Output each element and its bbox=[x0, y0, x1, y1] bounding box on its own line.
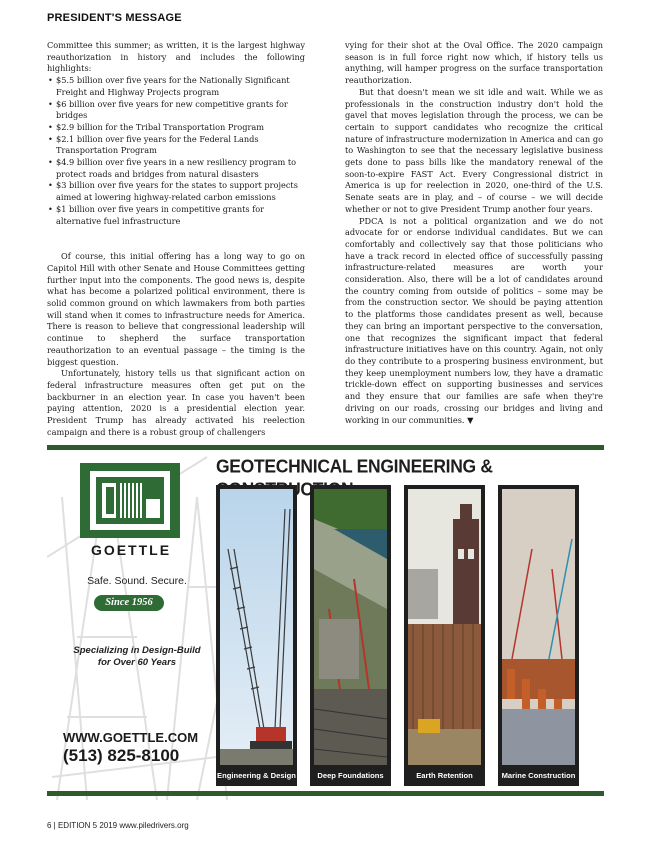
ad-headline: GEOTECHNICAL ENGINEERING & bbox=[216, 455, 493, 477]
specializing-text bbox=[57, 645, 217, 669]
paragraph: Of course, this initial offering has a long way to go on Capitol Hill with other Senate and House Committees getting further input into the components. The good news is, despite what has become a polarized political environment, there is solid common ground on which lawmakers from both parties will stand when it comes to infrastructure needs for America. There is reason to believe that congressional leadership will continue to shepherd the surface transportation reauthorization to an eventual passage – the timing is the biggest question. bbox=[47, 251, 305, 367]
website-text: WWW.GOETTLE.COM bbox=[63, 730, 199, 745]
since-badge: Since 1956 bbox=[94, 595, 164, 611]
goettle-logo bbox=[80, 463, 180, 538]
foundation-photo bbox=[314, 489, 387, 765]
paragraph: Unfortunately, history tells us that significant action on federal infrastructure measures often get put on the backburner in an election year. In case you haven't been paying attention, 2020 is a presidential election year. President Trump has already activated his reelection campaign and there is a robust group of challengers bbox=[47, 368, 305, 437]
ad-bottom-rule bbox=[47, 791, 604, 796]
section-title: PRESIDENT'S MESSAGE bbox=[47, 12, 182, 24]
list-item: • $4.9 billion over five years in a new resiliency program to protect roads and bridges from natural disasters bbox=[56, 157, 305, 180]
list-item: • $6 billion over five years for new competitive grants for bridges bbox=[56, 99, 305, 122]
panel-deep-foundations bbox=[310, 485, 391, 786]
phone-text: (513) 825-8100 bbox=[63, 746, 180, 765]
right-column bbox=[345, 40, 603, 426]
list-item: • $2.1 billion over five years for the Federal Lands Transportation Program bbox=[56, 134, 305, 157]
retention-photo bbox=[408, 489, 481, 765]
paragraph: PDCA is not a political organization and we do not advocate for or endorse individual candidates. But we can comfortably and collectively say that those politicians who have a track record in elected office of successfully passing infrastructure-related measures are worth your consideration. Also, there will be a lot of candidates around the country coming from outside of politics – some may be from the construction sector. We should be paying attention to the platforms those candidates present as well, because they can bring an important perspective to the conversation, one that recognizes the significant impact that federal infrastructure initiatives have on this country. Again, not only do they contribute to a prospering business environment, but they keep unemployment numbers low, they have a dramatic trickle-down effect on supporting businesses and services and they ensure that our families are safe when they're driving on our roads, crossing our bridges and living and working in our communities. ▼ bbox=[345, 215, 603, 425]
panel-engineering-design bbox=[216, 485, 297, 786]
left-column bbox=[47, 40, 305, 439]
goettle-advertisement bbox=[47, 437, 604, 800]
specializing-line: Specializing in Design-Build bbox=[73, 645, 201, 656]
panel-caption: Deep Foundations bbox=[317, 771, 384, 780]
panel-caption: Earth Retention bbox=[416, 771, 473, 780]
list-item: • $5.5 billion over five years for the Nationally Significant Freight and Highway Projects program bbox=[56, 75, 305, 98]
panel-earth-retention bbox=[404, 485, 485, 786]
panel-marine-construction bbox=[498, 485, 579, 786]
logo-wordmark: GOETTLE bbox=[90, 542, 172, 558]
page-footer: 6 | EDITION 5 2019 www.piledrivers.org bbox=[47, 821, 189, 830]
marine-photo bbox=[502, 489, 575, 765]
tagline: Safe. Sound. Secure. bbox=[87, 575, 187, 587]
paragraph: vying for their shot at the Oval Office. The 2020 campaign season is in full force right now which, if history tells us anything, will hamper progress on the surface transportation reauthorization. bbox=[345, 40, 603, 86]
paragraph: But that doesn't mean we sit idle and wait. While we as professionals in the construction industry don't hold the gavel that moves legislation through the process, we can be certain to support candidates who recognize the critical nature of infrastructure modernization in America and can go to Washington to see that the necessary legislative business gets done to pass bills like the mandatory renewal of the soon-to-expire FAST Act. Every Congressional district in America is up for reelection in 2020, one-third of the U.S. Senate seats are in play, and – of course – we will decide whether or not to give President Trump another four years. bbox=[345, 86, 603, 214]
panel-caption: Engineering & Design bbox=[217, 771, 296, 780]
list-item: • $1 billion over five years in competitive grants for alternative fuel infrastructure bbox=[56, 204, 305, 227]
highlights-list bbox=[47, 75, 305, 227]
list-item: • $3 billion over five years for the states to support projects aimed at lowering highway-related carbon emissions bbox=[56, 180, 305, 203]
goettle-g-logo-icon bbox=[80, 463, 180, 538]
paragraph: Committee this summer; as written, it is the largest highway reauthorization in history and includes the following highlights: bbox=[47, 40, 305, 74]
panel-caption: Marine Construction bbox=[501, 771, 576, 780]
crane-photo bbox=[220, 489, 293, 765]
specializing-line: for Over 60 Years bbox=[97, 657, 177, 668]
ad-top-rule bbox=[47, 445, 604, 450]
list-item: • $2.9 billion for the Tribal Transportation Program bbox=[56, 122, 305, 134]
